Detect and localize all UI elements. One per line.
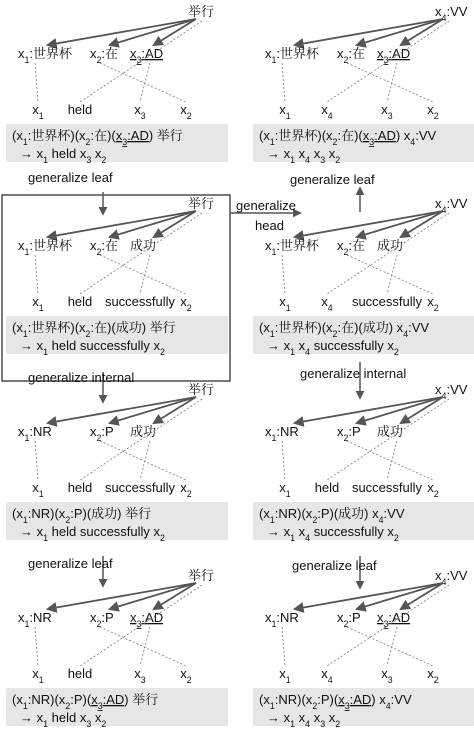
- alignment-link: [35, 255, 38, 294]
- alignment-link: [387, 627, 397, 666]
- tree-node: $x_3:AD$: [377, 46, 411, 65]
- rule-panel-p8: [253, 568, 474, 729]
- rule-panel-p3: [2, 195, 230, 381]
- rule-rhs: → $x_1$ $x_4$ successfully $x_2$: [267, 338, 399, 357]
- transition-label: generalize internal: [28, 370, 135, 385]
- rule-rhs: → $x_1$ held successfully $x_2$: [20, 338, 165, 357]
- alignment-link: [35, 63, 38, 102]
- tree-node: $x_1:NR$: [265, 610, 299, 629]
- rule-rhs: → $x_1$ held $x_3$ $x_2$: [20, 710, 107, 729]
- leaf-label: $x_1$: [32, 480, 44, 499]
- leaf-label: $x_3$: [381, 102, 393, 121]
- alignment-link: [100, 627, 186, 666]
- leaf-label: $x_1$: [279, 102, 291, 121]
- tree-node: $x_3:AD$: [130, 610, 164, 629]
- leaf-label: $x_1$: [32, 666, 44, 685]
- leaf-label: held: [67, 480, 93, 495]
- rule-lhs: $(x_1:NR)(x_2:P)(x_3:AD)$ 举行: [12, 692, 159, 711]
- transition-label: head: [255, 218, 284, 233]
- alignment-link: [140, 63, 150, 102]
- alignment-link: [35, 441, 38, 480]
- leaf-label: $x_2$: [180, 666, 192, 685]
- leaf-label: $x_3$: [381, 666, 393, 685]
- alignment-link: [140, 441, 150, 480]
- tree-node: 成功: [130, 424, 157, 439]
- rule-panel-p5: [6, 382, 228, 543]
- leaf-label: $x_1$: [32, 102, 44, 121]
- tree-node: $x_2$:在: [90, 238, 119, 257]
- alignment-link: [347, 63, 433, 102]
- rule-panel-p2: [253, 4, 474, 165]
- leaf-label: $x_1$: [32, 294, 44, 313]
- leaf-label: $x_2$: [180, 480, 192, 499]
- leaf-label: $x_4$: [321, 294, 333, 313]
- leaf-label: successfully: [104, 480, 176, 495]
- alignment-link: [100, 255, 186, 294]
- transition-label: generalize leaf: [292, 558, 377, 573]
- alignment-link: [140, 255, 150, 294]
- alignment-link: [347, 627, 433, 666]
- tree-node: 成功: [377, 424, 404, 439]
- tree-node: $x_1:NR$: [18, 424, 52, 443]
- tree-node: $x_3:AD$: [377, 610, 411, 629]
- tree-node: $x_1$:世界杯: [265, 46, 320, 65]
- alignment-link: [387, 441, 397, 480]
- head-label: $x_4:VV$: [435, 382, 468, 401]
- leaf-label: $x_2$: [427, 480, 439, 499]
- rule-lhs: ($x_1$:世界杯)($x_2$:在)(成功) $x_4:VV$: [259, 320, 430, 339]
- head-label: $x_4:VV$: [435, 196, 468, 215]
- alignment-link: [100, 441, 186, 480]
- alignment-link: [387, 63, 397, 102]
- leaf-label: held: [67, 294, 93, 309]
- head-label: 举行: [188, 4, 215, 19]
- tree-node: $x_1:NR$: [18, 610, 52, 629]
- leaf-label: $x_1$: [279, 480, 291, 499]
- rule-rhs: → $x_1$ $x_4$ successfully $x_2$: [267, 524, 399, 543]
- head-label: 举行: [188, 382, 215, 397]
- alignment-link: [282, 63, 285, 102]
- rule-rhs: → $x_1$ $x_4$ $x_3$ $x_2$: [267, 710, 341, 729]
- leaf-label: $x_4$: [321, 666, 333, 685]
- rule-rhs: → $x_1$ $x_4$ $x_3$ $x_2$: [267, 146, 341, 165]
- rule-lhs: ($x_1$:世界杯)($x_2$:在)(成功) 举行: [12, 320, 176, 339]
- rule-lhs: ($x_1$:世界杯)($x_2$:在)$(x_3:AD)$ $x_4:VV$: [259, 128, 437, 147]
- head-label: $x_4:VV$: [435, 4, 468, 23]
- rule-panel-p6: [253, 382, 474, 543]
- transition-label: generalize internal: [300, 366, 407, 381]
- head-label: $x_4:VV$: [435, 568, 468, 587]
- rule-lhs: $(x_1:NR)(x_2:P)$(成功) $x_4:VV$: [259, 506, 405, 525]
- leaf-label: successfully: [104, 294, 176, 309]
- alignment-link: [347, 255, 433, 294]
- tree-node: $x_2$:在: [337, 46, 366, 65]
- leaf-label: $x_3$: [134, 666, 146, 685]
- leaf-label: $x_2$: [180, 102, 192, 121]
- leaf-label: held: [314, 480, 340, 495]
- rule-rhs: → $x_1$ held successfully $x_2$: [20, 524, 165, 543]
- tree-node: $x_2:P$: [90, 424, 114, 443]
- leaf-label: held: [67, 666, 93, 681]
- head-label: 举行: [188, 568, 215, 583]
- leaf-label: successfully: [351, 294, 423, 309]
- tree-node: $x_2:P$: [337, 424, 361, 443]
- tree-node: $x_1$:世界杯: [18, 46, 73, 65]
- leaf-label: $x_3$: [134, 102, 146, 121]
- tree-node: $x_2:P$: [337, 610, 361, 629]
- head-label: 举行: [188, 196, 215, 211]
- rule-panel-p7: [6, 568, 228, 729]
- alignment-link: [282, 441, 285, 480]
- leaf-label: $x_2$: [180, 294, 192, 313]
- leaf-label: $x_4$: [321, 102, 333, 121]
- leaf-label: $x_2$: [427, 666, 439, 685]
- tree-node: $x_2:P$: [90, 610, 114, 629]
- alignment-link: [100, 63, 186, 102]
- alignment-link: [282, 627, 285, 666]
- leaf-label: $x_2$: [427, 102, 439, 121]
- tree-node: $x_2$:在: [337, 238, 366, 257]
- rule-lhs: $(x_1:NR)(x_2:P)(x_3:AD)$ $x_4:VV$: [259, 692, 412, 711]
- transition-label: generalize leaf: [28, 556, 113, 571]
- tree-node: $x_3:AD$: [130, 46, 164, 65]
- tree-node: $x_1$:世界杯: [265, 238, 320, 257]
- transition-label: generalize leaf: [28, 170, 113, 185]
- tree-node: 成功: [377, 238, 404, 253]
- leaf-label: successfully: [351, 480, 423, 495]
- leaf-label: $x_1$: [279, 666, 291, 685]
- alignment-link: [140, 627, 150, 666]
- alignment-link: [282, 255, 285, 294]
- rule-rhs: → $x_1$ held $x_3$ $x_2$: [20, 146, 107, 165]
- alignment-link: [347, 441, 433, 480]
- tree-node: $x_1$:世界杯: [18, 238, 73, 257]
- rule-lhs: $(x_1:NR)(x_2:P)$(成功) 举行: [12, 506, 152, 525]
- alignment-link: [35, 627, 38, 666]
- leaf-label: $x_1$: [279, 294, 291, 313]
- rule-panel-p4: [253, 196, 474, 357]
- leaf-label: held: [67, 102, 93, 117]
- tree-node: $x_2$:在: [90, 46, 119, 65]
- transition-label: generalize leaf: [290, 172, 375, 187]
- leaf-label: $x_2$: [427, 294, 439, 313]
- rule-lhs: ($x_1$:世界杯)($x_2$:在)$(x_3:AD)$ 举行: [12, 128, 183, 147]
- transition-label: generalize: [236, 198, 296, 213]
- tree-node: $x_1:NR$: [265, 424, 299, 443]
- rule-panel-p1: [6, 4, 228, 165]
- alignment-link: [387, 255, 397, 294]
- tree-node: 成功: [130, 238, 157, 253]
